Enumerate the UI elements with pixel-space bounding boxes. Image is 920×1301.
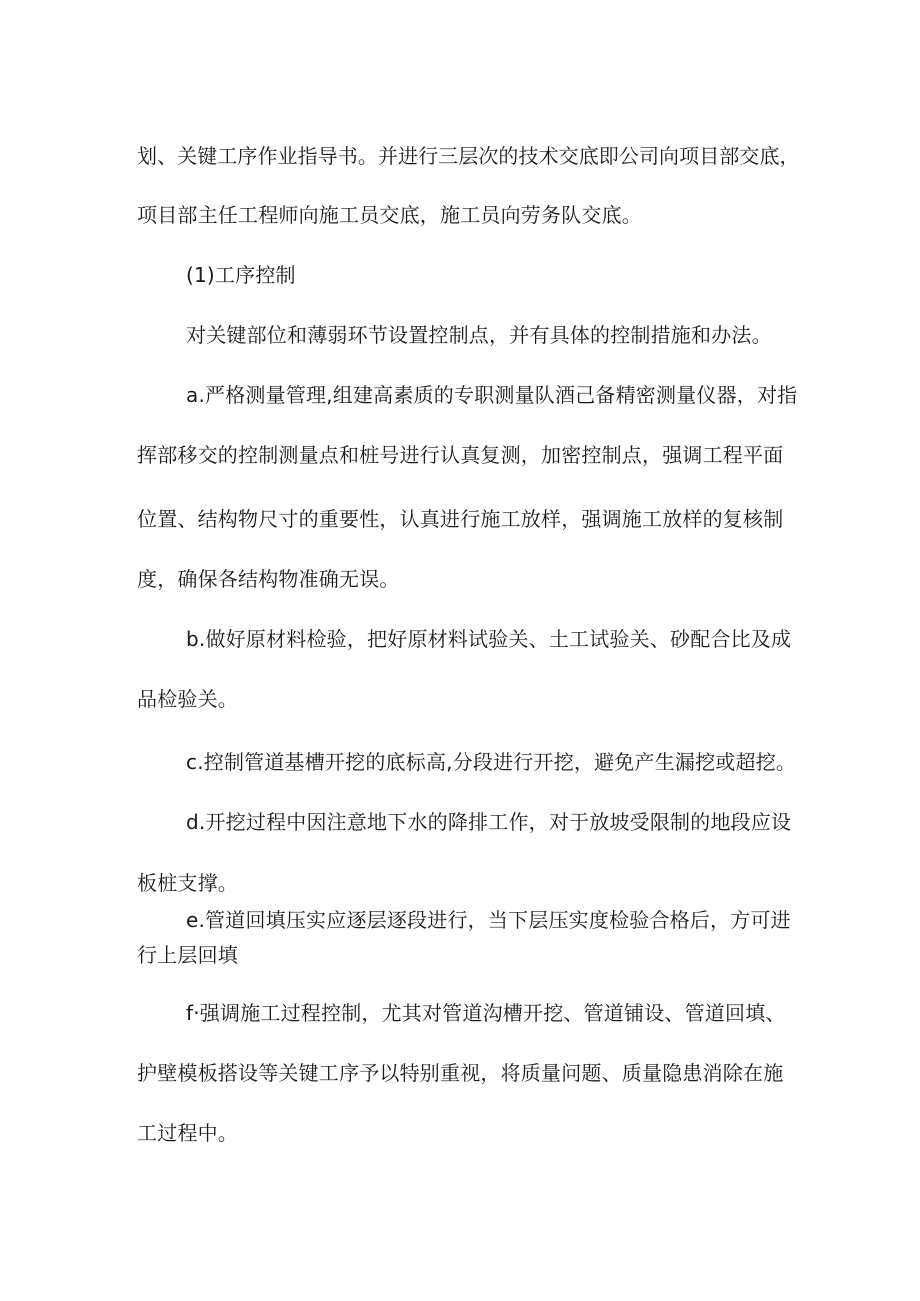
- text-line: 行上层回填: [137, 943, 238, 967]
- text-line: f·强调施工过程控制，尤其对管道沟槽开挖、管道铺设、管道回填、: [186, 1001, 786, 1025]
- text-line: 板桩支撑。: [137, 871, 238, 895]
- text-line: c.控制管道基槽开挖的底标高,分段进行开挖，避免产生漏挖或超挖。: [186, 750, 797, 774]
- text-line: b.做好原材料检验，把好原材料试验关、土工试验关、砂配合比及成: [186, 627, 792, 651]
- text-line: 划、关键工序作业指导书。并进行三层次的技术交底即公司向项目部交底，: [137, 144, 800, 168]
- text-line: 位置、结构物尺寸的重要性，认真进行施工放样，强调施工放样的复核制: [137, 507, 784, 531]
- text-line: 挥部移交的控制测量点和桩号进行认真复测，加密控制点，强调工程平面: [137, 443, 784, 467]
- section-heading: (1)工序控制: [186, 263, 296, 287]
- text-line: d.开挖过程中因注意地下水的降排工作，对于放坡受限制的地段应设: [186, 810, 792, 834]
- text-line: e.管道回填压实应逐层逐段进行，当下层压实度检验合格后，方可进: [186, 908, 791, 932]
- text-line: 对关键部位和薄弱环节设置控制点，并有具体的控制措施和办法。: [186, 323, 772, 347]
- text-line: a.严格测量管理,组建高素质的专职测量队酒己备精密测量仪器，对指: [186, 383, 798, 407]
- text-line: 度，确保各结构物准确无误。: [137, 567, 400, 591]
- text-line: 品检验关。: [137, 687, 238, 711]
- text-line: 工过程中。: [137, 1121, 238, 1145]
- text-line: 项目部主任工程师向施工员交底，施工员向劳务队交底。: [137, 203, 642, 227]
- text-line: 护壁模板搭设等关键工序予以特别重视，将质量问题、质量隐患消除在施: [137, 1061, 784, 1085]
